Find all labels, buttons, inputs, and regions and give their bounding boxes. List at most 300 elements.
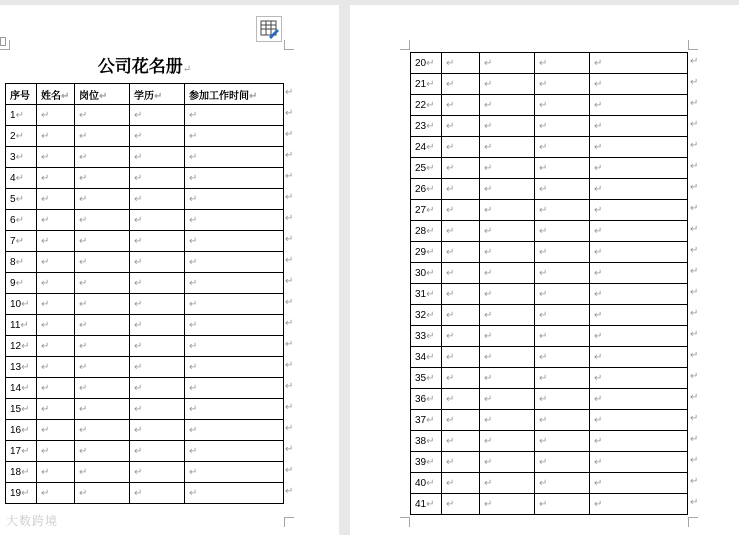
row-number: 37 — [415, 414, 427, 426]
table-cell[interactable] — [185, 168, 284, 189]
table-cell[interactable] — [75, 210, 130, 231]
table-cell[interactable] — [442, 368, 480, 389]
table-cell[interactable] — [590, 368, 688, 389]
row-number-cell[interactable] — [6, 483, 37, 504]
table-cell[interactable] — [75, 315, 130, 336]
table-row[interactable] — [411, 494, 688, 515]
table-cell[interactable] — [75, 147, 130, 168]
table-cell[interactable] — [590, 221, 688, 242]
cell-mark: ↵ — [539, 78, 548, 90]
cell-mark: ↵ — [79, 361, 88, 373]
table-cell[interactable] — [535, 410, 590, 431]
table-cell[interactable] — [480, 410, 535, 431]
row-number-cell[interactable] — [6, 231, 37, 252]
cell-mark: ↵ — [189, 193, 198, 205]
table-cell[interactable] — [535, 263, 590, 284]
table-cell[interactable] — [480, 305, 535, 326]
cell-mark: ↵ — [539, 246, 548, 258]
table-cell[interactable] — [480, 116, 535, 137]
table-cell[interactable] — [75, 483, 130, 504]
row-number-cell[interactable] — [411, 368, 442, 389]
row-number-cell[interactable] — [6, 252, 37, 273]
table-cell[interactable] — [442, 473, 480, 494]
table-cell[interactable] — [185, 483, 284, 504]
table-cell[interactable] — [535, 158, 590, 179]
table-cell[interactable] — [535, 53, 590, 74]
row-number-cell[interactable] — [411, 389, 442, 410]
row-number-cell[interactable] — [411, 452, 442, 473]
table-cell[interactable] — [130, 189, 185, 210]
table-row[interactable] — [6, 462, 284, 483]
table-row[interactable] — [6, 315, 284, 336]
table-cell[interactable] — [480, 221, 535, 242]
table-cell[interactable] — [185, 399, 284, 420]
table-row[interactable] — [411, 347, 688, 368]
table-cell[interactable] — [442, 200, 480, 221]
cell-mark: ↵ — [426, 267, 435, 279]
row-number-cell[interactable] — [411, 179, 442, 200]
table-cell[interactable] — [130, 168, 185, 189]
row-end-mark: ↵ — [690, 98, 699, 109]
table-row[interactable] — [411, 473, 688, 494]
cell-mark: ↵ — [134, 403, 143, 415]
cell-mark: ↵ — [134, 382, 143, 394]
table-cell[interactable] — [75, 441, 130, 462]
table-cell[interactable] — [535, 389, 590, 410]
row-number-cell[interactable] — [411, 200, 442, 221]
table-cell[interactable] — [185, 336, 284, 357]
table-row[interactable] — [6, 378, 284, 399]
cell-mark: ↵ — [61, 90, 70, 102]
cell-mark: ↵ — [484, 78, 493, 90]
table-row[interactable] — [6, 168, 284, 189]
table-cell[interactable] — [480, 95, 535, 116]
table-cell[interactable] — [130, 399, 185, 420]
row-number-cell[interactable] — [411, 284, 442, 305]
table-cell[interactable] — [480, 473, 535, 494]
table-cell[interactable] — [37, 420, 75, 441]
cell-mark: ↵ — [539, 267, 548, 279]
table-row[interactable] — [411, 179, 688, 200]
table-cell[interactable] — [442, 137, 480, 158]
table-row[interactable] — [6, 210, 284, 231]
table-move-handle-icon[interactable] — [0, 37, 6, 46]
table-cell[interactable] — [37, 210, 75, 231]
cell-mark: ↵ — [79, 340, 88, 352]
table-row[interactable] — [411, 137, 688, 158]
table-cell[interactable] — [480, 494, 535, 515]
table-cell[interactable] — [130, 378, 185, 399]
table-cell[interactable] — [185, 441, 284, 462]
table-cell[interactable] — [535, 431, 590, 452]
table-cell[interactable] — [442, 242, 480, 263]
table-cell[interactable] — [130, 357, 185, 378]
table-cell[interactable] — [590, 473, 688, 494]
table-cell[interactable] — [442, 326, 480, 347]
table-row[interactable] — [411, 452, 688, 473]
row-number-cell[interactable] — [6, 189, 37, 210]
table-cell[interactable] — [75, 231, 130, 252]
row-number-cell[interactable] — [6, 378, 37, 399]
table-cell[interactable] — [37, 105, 75, 126]
table-cell[interactable] — [590, 284, 688, 305]
table-cell[interactable] — [442, 305, 480, 326]
table-row[interactable] — [6, 420, 284, 441]
table-cell[interactable] — [185, 126, 284, 147]
table-row[interactable] — [411, 263, 688, 284]
table-cell[interactable] — [590, 347, 688, 368]
table-cell[interactable] — [480, 452, 535, 473]
table-cell[interactable] — [130, 126, 185, 147]
table-cell[interactable] — [590, 53, 688, 74]
table-cell[interactable] — [37, 336, 75, 357]
table-cell[interactable] — [37, 357, 75, 378]
table-row[interactable] — [411, 95, 688, 116]
table-row[interactable] — [411, 389, 688, 410]
table-cell[interactable] — [130, 252, 185, 273]
table-cell[interactable] — [75, 168, 130, 189]
table-cell[interactable] — [185, 252, 284, 273]
table-row[interactable] — [411, 326, 688, 347]
cell-mark: ↵ — [426, 225, 435, 237]
table-cell[interactable] — [590, 452, 688, 473]
table-cell[interactable] — [590, 200, 688, 221]
row-number: 12 — [10, 340, 22, 352]
row-number: 30 — [415, 267, 427, 279]
table-row[interactable] — [411, 53, 688, 74]
table-row[interactable] — [411, 368, 688, 389]
column-header[interactable] — [185, 84, 284, 105]
document-title[interactable] — [0, 52, 289, 77]
table-cell[interactable] — [442, 389, 480, 410]
table-cell[interactable] — [37, 378, 75, 399]
table-layout-options-button[interactable] — [256, 16, 282, 42]
table-cell[interactable] — [185, 294, 284, 315]
table-cell[interactable] — [37, 252, 75, 273]
table-cell[interactable] — [590, 410, 688, 431]
cell-mark: ↵ — [426, 372, 435, 384]
cell-mark: ↵ — [15, 277, 24, 289]
table-cell[interactable] — [75, 357, 130, 378]
table-cell[interactable] — [185, 462, 284, 483]
table-cell[interactable] — [37, 273, 75, 294]
row-number-cell[interactable] — [6, 168, 37, 189]
table-cell[interactable] — [37, 441, 75, 462]
table-row[interactable] — [411, 116, 688, 137]
table-cell[interactable] — [590, 242, 688, 263]
table-cell[interactable] — [442, 263, 480, 284]
cell-mark: ↵ — [134, 445, 143, 457]
row-number-cell[interactable] — [411, 158, 442, 179]
table-cell[interactable] — [75, 189, 130, 210]
table-cell[interactable] — [185, 147, 284, 168]
table-cell[interactable] — [37, 462, 75, 483]
table-cell[interactable] — [535, 326, 590, 347]
table-row[interactable] — [6, 147, 284, 168]
table-cell[interactable] — [185, 315, 284, 336]
cell-mark: ↵ — [41, 193, 50, 205]
row-number-cell[interactable] — [6, 105, 37, 126]
cell-mark: ↵ — [484, 141, 493, 153]
table-cell[interactable] — [37, 315, 75, 336]
table-cell[interactable] — [590, 137, 688, 158]
row-number-cell[interactable] — [6, 462, 37, 483]
table-cell[interactable] — [185, 273, 284, 294]
row-number-cell[interactable] — [411, 221, 442, 242]
table-cell[interactable] — [442, 431, 480, 452]
table-cell[interactable] — [442, 74, 480, 95]
table-cell[interactable] — [480, 431, 535, 452]
table-cell[interactable] — [442, 116, 480, 137]
table-cell[interactable] — [590, 95, 688, 116]
column-header[interactable] — [6, 84, 37, 105]
table-cell[interactable] — [480, 242, 535, 263]
table-cell[interactable] — [535, 305, 590, 326]
table-cell[interactable] — [37, 126, 75, 147]
row-end-mark: ↵ — [285, 381, 294, 392]
cell-mark: ↵ — [189, 466, 198, 478]
table-cell[interactable] — [185, 105, 284, 126]
table-cell[interactable] — [480, 74, 535, 95]
table-cell[interactable] — [130, 210, 185, 231]
table-cell[interactable] — [75, 378, 130, 399]
table-cell[interactable] — [480, 200, 535, 221]
row-number-cell[interactable] — [6, 399, 37, 420]
row-number-cell[interactable] — [411, 95, 442, 116]
cell-mark: ↵ — [594, 141, 603, 153]
table-cell[interactable] — [37, 399, 75, 420]
table-cell[interactable] — [535, 221, 590, 242]
row-number-cell[interactable] — [411, 326, 442, 347]
table-cell[interactable] — [37, 168, 75, 189]
table-row[interactable] — [411, 305, 688, 326]
table-cell[interactable] — [75, 105, 130, 126]
table-cell[interactable] — [75, 252, 130, 273]
table-cell[interactable] — [130, 462, 185, 483]
row-number-cell[interactable] — [411, 263, 442, 284]
table-cell[interactable] — [130, 147, 185, 168]
table-cell[interactable] — [37, 189, 75, 210]
cell-mark: ↵ — [134, 151, 143, 163]
row-number-cell[interactable] — [411, 53, 442, 74]
table-row[interactable] — [411, 158, 688, 179]
row-number-cell[interactable] — [6, 294, 37, 315]
table-cell[interactable] — [535, 494, 590, 515]
row-end-mark: ↵ — [285, 318, 294, 329]
table-cell[interactable] — [442, 347, 480, 368]
table-cell[interactable] — [37, 231, 75, 252]
table-cell[interactable] — [535, 200, 590, 221]
row-number-cell[interactable] — [411, 305, 442, 326]
table-cell[interactable] — [442, 158, 480, 179]
row-number-cell[interactable] — [6, 357, 37, 378]
cell-mark: ↵ — [15, 235, 24, 247]
table-cell[interactable] — [130, 105, 185, 126]
column-header[interactable] — [37, 84, 75, 105]
table-cell[interactable] — [480, 263, 535, 284]
table-row[interactable] — [6, 357, 284, 378]
cell-mark: ↵ — [134, 277, 143, 289]
table-cell[interactable] — [480, 284, 535, 305]
table-cell[interactable] — [185, 420, 284, 441]
table-cell[interactable] — [590, 431, 688, 452]
table-cell[interactable] — [590, 326, 688, 347]
table-cell[interactable] — [480, 179, 535, 200]
table-cell[interactable] — [130, 483, 185, 504]
table-cell[interactable] — [185, 189, 284, 210]
row-number-cell[interactable] — [411, 431, 442, 452]
table-row[interactable] — [411, 221, 688, 242]
table-cell[interactable] — [590, 305, 688, 326]
table-cell[interactable] — [442, 452, 480, 473]
cell-mark: ↵ — [79, 277, 88, 289]
table-row[interactable] — [6, 273, 284, 294]
table-cell[interactable] — [442, 410, 480, 431]
table-cell[interactable] — [480, 389, 535, 410]
row-number: 19 — [10, 487, 22, 499]
cell-mark: ↵ — [539, 498, 548, 510]
table-row[interactable] — [6, 483, 284, 504]
table-cell[interactable] — [130, 420, 185, 441]
table-row[interactable] — [6, 252, 284, 273]
table-row[interactable] — [411, 242, 688, 263]
table-cell[interactable] — [75, 462, 130, 483]
table-cell[interactable] — [185, 378, 284, 399]
table-row[interactable] — [6, 126, 284, 147]
cell-mark: ↵ — [539, 162, 548, 174]
table-cell[interactable] — [442, 95, 480, 116]
table-row[interactable] — [6, 399, 284, 420]
table-row[interactable] — [6, 336, 284, 357]
row-number-cell[interactable] — [411, 116, 442, 137]
table-cell[interactable] — [480, 53, 535, 74]
table-cell[interactable] — [442, 179, 480, 200]
table-cell[interactable] — [130, 273, 185, 294]
column-header[interactable] — [130, 84, 185, 105]
cell-mark: ↵ — [134, 193, 143, 205]
table-cell[interactable] — [442, 221, 480, 242]
table-cell[interactable] — [535, 347, 590, 368]
table-cell[interactable] — [130, 231, 185, 252]
roster-table-page-1[interactable] — [5, 83, 284, 504]
table-cell[interactable] — [442, 53, 480, 74]
table-cell[interactable] — [37, 483, 75, 504]
table-cell[interactable] — [535, 116, 590, 137]
table-row[interactable] — [411, 410, 688, 431]
table-cell[interactable] — [590, 179, 688, 200]
roster-table-page-2[interactable] — [410, 52, 688, 515]
table-cell[interactable] — [480, 137, 535, 158]
row-number-cell[interactable] — [411, 410, 442, 431]
table-row[interactable] — [6, 189, 284, 210]
table-cell[interactable] — [480, 368, 535, 389]
table-cell[interactable] — [480, 158, 535, 179]
table-cell[interactable] — [535, 473, 590, 494]
table-cell[interactable] — [75, 336, 130, 357]
table-cell[interactable] — [130, 441, 185, 462]
table-cell[interactable] — [442, 494, 480, 515]
table-cell[interactable] — [75, 126, 130, 147]
table-row[interactable] — [411, 74, 688, 95]
row-number-cell[interactable] — [6, 126, 37, 147]
table-cell[interactable] — [535, 95, 590, 116]
row-end-mark: ↵ — [285, 339, 294, 350]
cell-mark: ↵ — [594, 498, 603, 510]
table-row[interactable] — [6, 294, 284, 315]
table-cell[interactable] — [185, 231, 284, 252]
row-number-cell[interactable] — [411, 137, 442, 158]
table-cell[interactable] — [480, 326, 535, 347]
table-cell[interactable] — [130, 294, 185, 315]
table-cell[interactable] — [185, 357, 284, 378]
row-number: 17 — [10, 445, 22, 457]
table-cell[interactable] — [590, 158, 688, 179]
table-cell[interactable] — [535, 137, 590, 158]
table-cell[interactable] — [130, 315, 185, 336]
table-cell[interactable] — [75, 399, 130, 420]
row-number-cell[interactable] — [411, 242, 442, 263]
cell-mark: ↵ — [79, 298, 88, 310]
table-row[interactable] — [6, 441, 284, 462]
row-number: 3 — [10, 151, 16, 163]
row-number-cell[interactable] — [6, 441, 37, 462]
table-row[interactable] — [6, 231, 284, 252]
cell-mark: ↵ — [41, 487, 50, 499]
table-cell[interactable] — [535, 284, 590, 305]
table-row[interactable] — [411, 431, 688, 452]
row-number-cell[interactable] — [6, 273, 37, 294]
table-cell[interactable] — [480, 347, 535, 368]
table-cell[interactable] — [442, 284, 480, 305]
row-number-cell[interactable] — [411, 473, 442, 494]
table-cell[interactable] — [535, 74, 590, 95]
row-number-cell[interactable] — [6, 147, 37, 168]
row-number-cell[interactable] — [6, 420, 37, 441]
row-number-cell[interactable] — [411, 347, 442, 368]
cell-mark: ↵ — [189, 172, 198, 184]
cell-mark: ↵ — [41, 256, 50, 268]
cell-mark: ↵ — [426, 414, 435, 426]
table-cell[interactable] — [535, 179, 590, 200]
table-cell[interactable] — [37, 294, 75, 315]
table-cell[interactable] — [590, 263, 688, 284]
table-cell[interactable] — [130, 336, 185, 357]
table-cell[interactable] — [535, 368, 590, 389]
row-number-cell[interactable] — [6, 315, 37, 336]
row-number-cell[interactable] — [411, 494, 442, 515]
table-cell[interactable] — [185, 210, 284, 231]
table-cell[interactable] — [590, 389, 688, 410]
table-row[interactable] — [411, 284, 688, 305]
table-cell[interactable] — [590, 116, 688, 137]
table-cell[interactable] — [75, 294, 130, 315]
table-row[interactable] — [411, 200, 688, 221]
column-header[interactable] — [75, 84, 130, 105]
row-number-cell[interactable] — [6, 336, 37, 357]
table-row[interactable] — [6, 105, 284, 126]
table-cell[interactable] — [590, 494, 688, 515]
table-cell[interactable] — [75, 273, 130, 294]
table-cell[interactable] — [75, 420, 130, 441]
row-number: 24 — [415, 141, 427, 153]
table-cell[interactable] — [37, 147, 75, 168]
table-cell[interactable] — [535, 452, 590, 473]
table-cell[interactable] — [590, 74, 688, 95]
table-cell[interactable] — [535, 242, 590, 263]
row-number-cell[interactable] — [411, 74, 442, 95]
paragraph-mark: ↵ — [182, 64, 192, 75]
row-number-cell[interactable] — [6, 210, 37, 231]
